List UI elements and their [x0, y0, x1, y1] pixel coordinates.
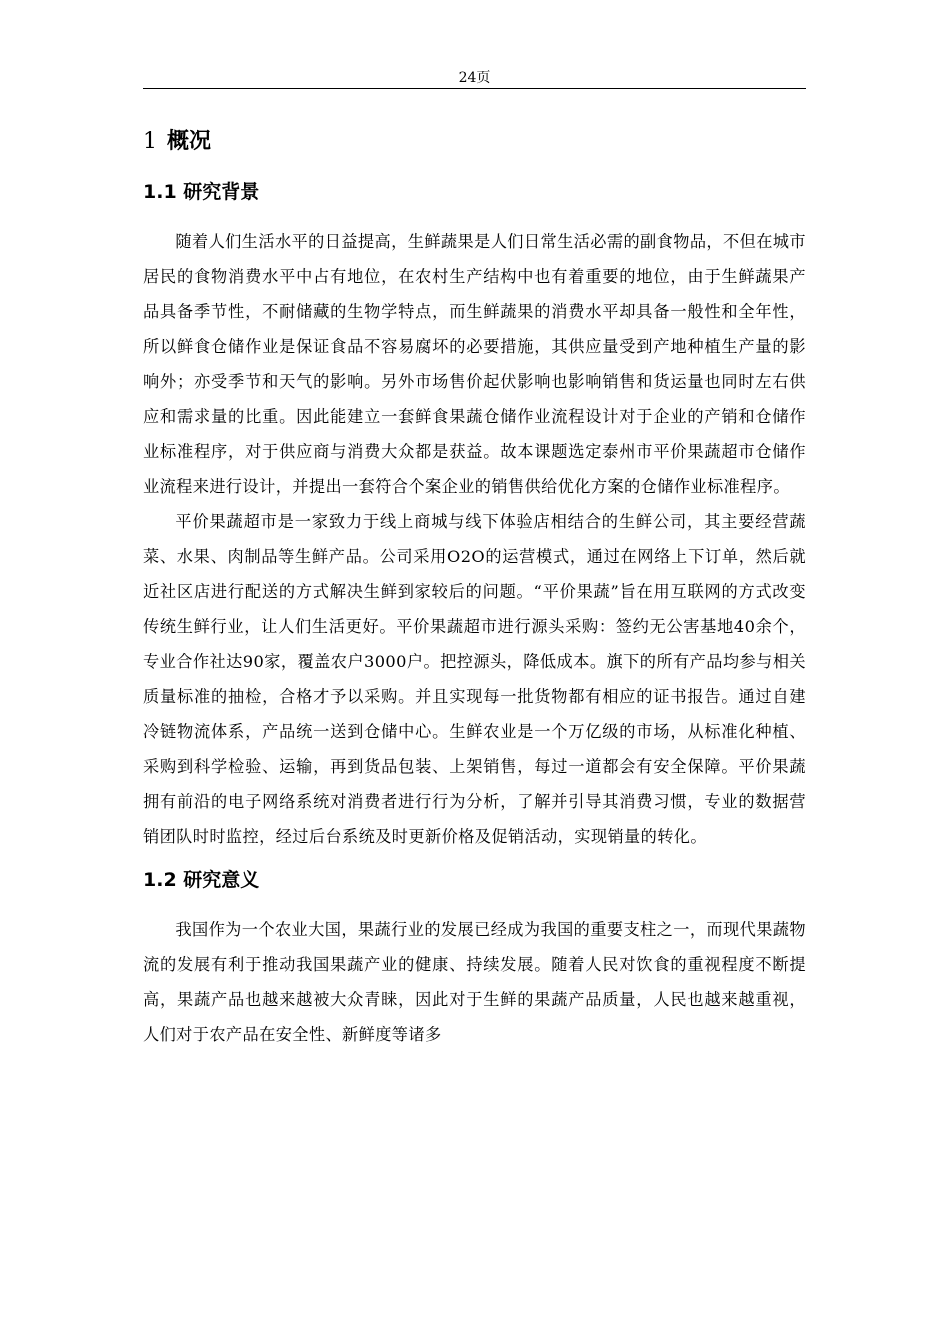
- paragraph: 随着人们生活水平的日益提高，生鲜蔬果是人们日常生活必需的副食物品，不但在城市居民的食物消费水平中占有地位，在农村生产结构中也有着重要的地位，由于生鲜蔬果产品具备季节性，不耐储藏的生物学特点，而生鲜蔬果的消费水平却具备一般性和全年性，所以鲜食仓储作业是保证食品不容易腐坏的必要措施，其供应量受到产地种植生产量的影响外；亦受季节和天气的影响。另外市场售价起伏影响也影响销售和货运量也同时左右供应和需求量的比重。因此能建立一套鲜食果蔬仓储作业流程设计对于企业的产销和仓储作业标准程序，对于供应商与消费大众都是获益。故本课题选定泰州市平价果蔬超市仓储作业流程来进行设计，并提出一套符合个案企业的销售供给优化方案的仓储作业标准程序。: [143, 232, 806, 496]
- paragraph: 我国作为一个农业大国，果蔬行业的发展已经成为我国的重要支柱之一，而现代果蔬物流的发展有利于推动我国果蔬产业的健康、持续发展。随着人民对饮食的重视程度不断提高，果蔬产品也越来越被大众青睐，因此对于生鲜的果蔬产品质量，人民也越来越重视，人们对于农产品在安全性、新鲜度等诸多: [143, 920, 806, 1044]
- document-body: [143, 122, 806, 1052]
- page-header: 24页: [458, 70, 491, 86]
- section-title: 概况: [167, 129, 212, 154]
- section-number: 1: [143, 129, 157, 154]
- subsection-heading-research-background: 1.1 研究背景: [143, 181, 260, 203]
- paragraph: 平价果蔬超市是一家致力于线上商城与线下体验店相结合的生鲜公司，其主要经营蔬菜、水果、肉制品等生鲜产品。公司采用O2O的运营模式，通过在网络上下订单，然后就近社区店进行配送的方式解决生鲜到家较后的问题。“平价果蔬”旨在用互联网的方式改变传统生鲜行业，让人们生活更好。平价果蔬超市进行源头采购：签约无公害基地40余个，专业合作社达90家，覆盖农户3000户。把控源头，降低成本。旗下的所有产品均参与相关质量标准的抽检，合格才予以采购。并且实现每一批货物都有相应的证书报告。通过自建冷链物流体系，产品统一送到仓储中心。生鲜农业是一个万亿级的市场，从标准化种植、采购到科学检验、运输，再到货品包装、上架销售，每过一道都会有安全保障。平价果蔬拥有前沿的电子网络系统对消费者进行行为分析，了解并引导其消费习惯，专业的数据营销团队时时监控，经过后台系统及时更新价格及促销活动，实现销量的转化。: [143, 512, 806, 846]
- header-rule: [143, 88, 806, 89]
- section-heading-1: [143, 122, 806, 162]
- subsection-heading-research-significance: 1.2 研究意义: [143, 869, 260, 891]
